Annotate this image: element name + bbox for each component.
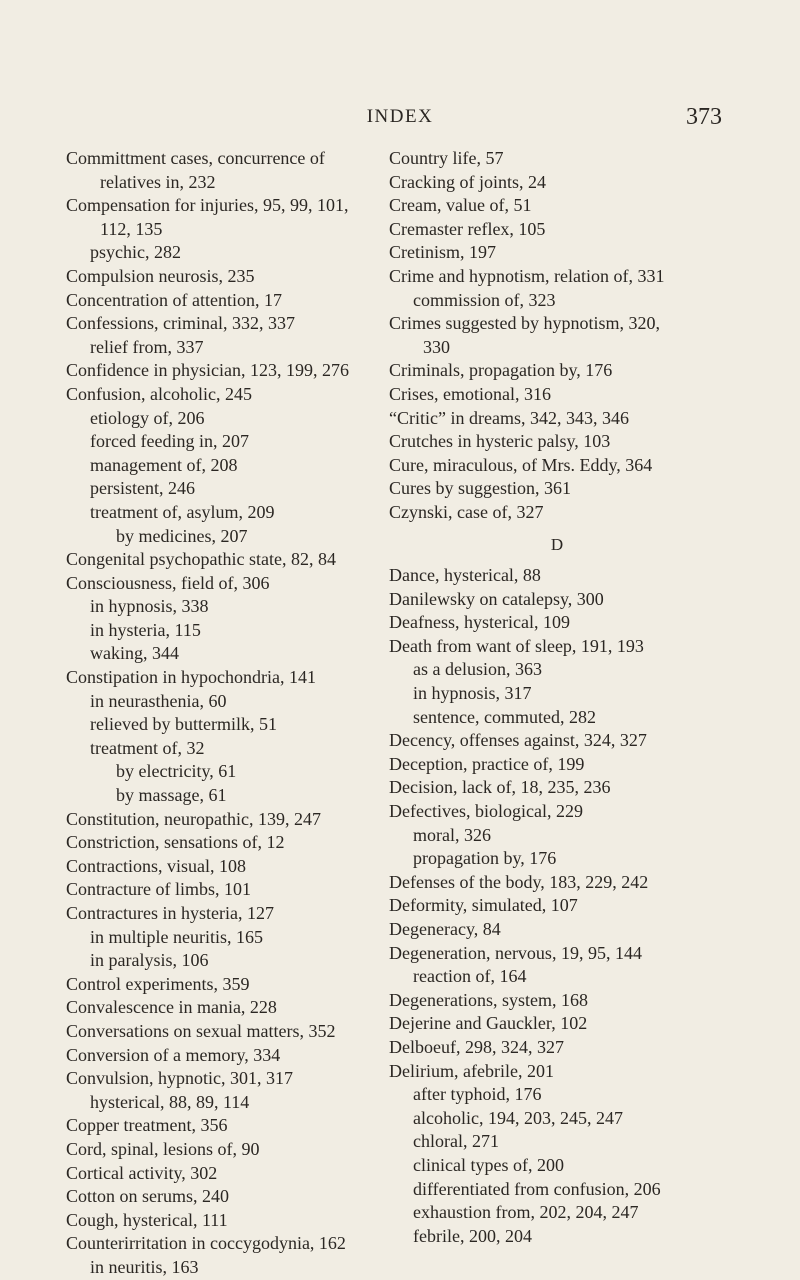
index-entry: Compensation for injuries, 95, 99, 101, xyxy=(66,195,349,216)
index-subentry: chloral, 271 xyxy=(413,1131,499,1152)
index-subentry: relief from, 337 xyxy=(90,336,204,357)
index-entry: Compulsion neurosis, 235 xyxy=(66,265,255,286)
index-entry: Czynski, case of, 327 xyxy=(389,501,544,522)
index-subentry: in paralysis, 106 xyxy=(90,950,209,971)
index-subentry: by electricity, 61 xyxy=(116,761,237,782)
running-head-title: INDEX xyxy=(366,106,434,127)
index-subentry: in hysteria, 115 xyxy=(90,619,201,640)
index-entry: Delboeuf, 298, 324, 327 xyxy=(389,1036,564,1057)
index-entry: Contractions, visual, 108 xyxy=(66,855,246,876)
index-entry: Confessions, criminal, 332, 337 xyxy=(66,313,295,334)
index-subentry: hysterical, 88, 89, 114 xyxy=(90,1091,250,1112)
index-entry: Constriction, sensations of, 12 xyxy=(66,832,285,853)
index-entry: Death from want of sleep, 191, 193 xyxy=(389,635,644,656)
index-entry: Decency, offenses against, 324, 327 xyxy=(389,730,647,751)
index-subentry: moral, 326 xyxy=(413,824,491,845)
running-head xyxy=(0,104,800,134)
index-entry: Defectives, biological, 229 xyxy=(389,801,583,822)
index-subentry: alcoholic, 194, 203, 245, 247 xyxy=(413,1107,623,1128)
index-subentry: waking, 344 xyxy=(90,643,179,664)
index-entry: Congenital psychopathic state, 82, 84 xyxy=(66,549,336,570)
index-subentry: forced feeding in, 207 xyxy=(90,431,249,452)
index-subentry: in hypnosis, 338 xyxy=(90,596,209,617)
index-entry: Constitution, neuropathic, 139, 247 xyxy=(66,808,321,829)
index-subentry: etiology of, 206 xyxy=(90,407,205,428)
index-subentry: by massage, 61 xyxy=(116,785,227,806)
index-entry: Degeneracy, 84 xyxy=(389,919,501,939)
index-entry: Cotton on serums, 240 xyxy=(66,1186,230,1207)
index-subentry: reaction of, 164 xyxy=(413,966,527,987)
index-subentry: differentiated from confusion, 206 xyxy=(413,1178,661,1199)
index-entry: Cream, value of, 51 xyxy=(389,195,532,216)
index-entry: Crimes suggested by hypnotism, 320, xyxy=(389,313,660,334)
index-entry: Degeneration, nervous, 19, 95, 144 xyxy=(389,942,642,963)
index-subentry: as a delusion, 363 xyxy=(413,659,542,680)
index-entry: Deformity, simulated, 107 xyxy=(389,895,578,916)
page-number: 373 xyxy=(686,104,722,130)
index-entry: Degenerations, system, 168 xyxy=(389,989,588,1010)
index-subentry: treatment of, asylum, 209 xyxy=(90,501,275,522)
index-entry: Convulsion, hypnotic, 301, 317 xyxy=(66,1068,294,1089)
section-letter: D xyxy=(550,534,564,554)
index-subentry: after typhoid, 176 xyxy=(413,1084,542,1105)
index-entry: Cord, spinal, lesions of, 90 xyxy=(66,1138,260,1159)
index-entry: Crises, emotional, 316 xyxy=(389,383,551,404)
index-entry: Copper treatment, 356 xyxy=(66,1115,228,1136)
index-entry: Constipation in hypochondria, 141 xyxy=(66,667,316,688)
index-entry: Cracking of joints, 24 xyxy=(389,171,546,192)
index-column-right xyxy=(389,147,749,1248)
index-subentry: in multiple neuritis, 165 xyxy=(90,926,263,947)
index-subentry: in neuritis, 163 xyxy=(90,1256,199,1277)
index-entry: Deception, practice of, 199 xyxy=(389,753,585,774)
index-entry: Criminals, propagation by, 176 xyxy=(389,360,613,381)
index-entry: Counterirritation in coccygodynia, 162 xyxy=(66,1233,346,1254)
index-entry-continuation: relatives in, 232 xyxy=(100,171,216,192)
index-section-d xyxy=(389,564,749,1248)
index-entry: Delirium, afebrile, 201 xyxy=(389,1060,554,1081)
index-subentry: exhaustion from, 202, 204, 247 xyxy=(413,1202,639,1223)
index-entry: Convalescence in mania, 228 xyxy=(66,997,277,1018)
index-entry: Dejerine and Gauckler, 102 xyxy=(389,1013,588,1034)
index-subentry: management of, 208 xyxy=(90,454,238,475)
index-entry: Contracture of limbs, 101 xyxy=(66,879,251,900)
index-subentry: relieved by buttermilk, 51 xyxy=(90,714,277,735)
index-entry-continuation: 112, 135 xyxy=(100,218,163,239)
index-subentry: in neurasthenia, 60 xyxy=(90,690,227,711)
index-entry: Concentration of attention, 17 xyxy=(66,289,282,310)
index-entry: Contractures in hysteria, 127 xyxy=(66,903,274,923)
index-subentry: febrile, 200, 204 xyxy=(413,1225,532,1246)
index-subentry: commission of, 323 xyxy=(413,289,556,310)
index-entry: Dance, hysterical, 88 xyxy=(389,565,541,586)
index-subentry: clinical types of, 200 xyxy=(413,1154,564,1175)
index-entry: “Critic” in dreams, 342, 343, 346 xyxy=(389,407,629,428)
index-entry: Committment cases, concurrence of xyxy=(66,148,325,168)
index-entry: Cough, hysterical, 111 xyxy=(66,1209,228,1230)
index-column-left xyxy=(66,147,406,1280)
index-subentry: psychic, 282 xyxy=(90,242,181,263)
index-entry: Deafness, hysterical, 109 xyxy=(389,612,570,633)
index-subentry: sentence, commuted, 282 xyxy=(413,706,596,727)
index-entry: Confidence in physician, 123, 199, 276 xyxy=(66,360,349,381)
index-entry: Crutches in hysteric palsy, 103 xyxy=(389,431,611,452)
index-entry: Danilewsky on catalepsy, 300 xyxy=(389,588,604,609)
index-entry: Confusion, alcoholic, 245 xyxy=(66,383,252,404)
index-subentry: by medicines, 207 xyxy=(116,525,248,546)
index-entry: Country life, 57 xyxy=(389,148,504,168)
index-subentry: propagation by, 176 xyxy=(413,848,557,869)
index-subentry: treatment of, 32 xyxy=(90,737,205,758)
index-entry: Cretinism, 197 xyxy=(389,242,496,263)
index-entry: Cremaster reflex, 105 xyxy=(389,218,546,239)
index-entry: Decision, lack of, 18, 235, 236 xyxy=(389,777,611,798)
index-entry: Cortical activity, 302 xyxy=(66,1162,218,1183)
index-entry: Control experiments, 359 xyxy=(66,973,250,994)
index-subentry: in hypnosis, 317 xyxy=(413,683,532,704)
index-entry: Defenses of the body, 183, 229, 242 xyxy=(389,871,649,892)
index-entry-continuation: 330 xyxy=(423,336,450,357)
index-entry: Consciousness, field of, 306 xyxy=(66,572,270,593)
index-entry: Conversion of a memory, 334 xyxy=(66,1044,281,1065)
index-entry: Crime and hypnotism, relation of, 331 xyxy=(389,265,665,286)
index-subentry: persistent, 246 xyxy=(90,478,195,499)
index-entry: Conversations on sexual matters, 352 xyxy=(66,1020,336,1041)
index-section-c-continued xyxy=(389,147,749,525)
index-entry: Cures by suggestion, 361 xyxy=(389,478,571,499)
index-entry: Cure, miraculous, of Mrs. Eddy, 364 xyxy=(389,454,653,475)
